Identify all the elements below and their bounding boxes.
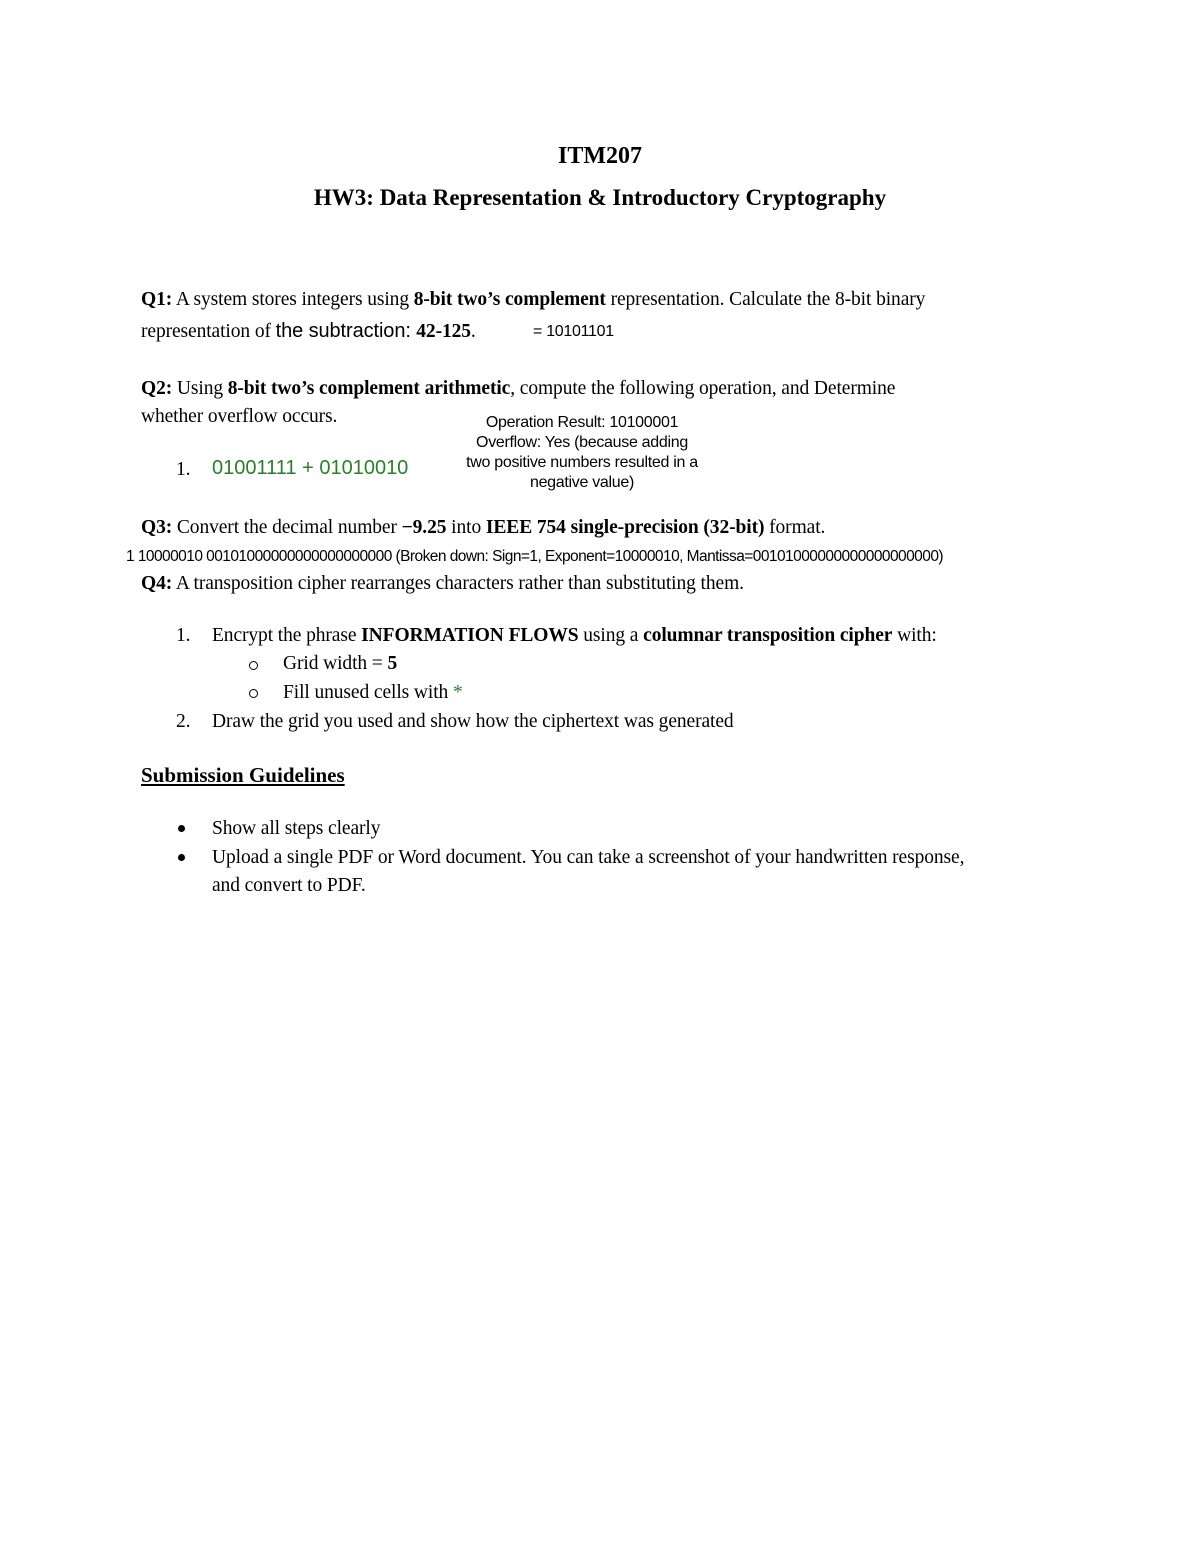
q3-text: Convert the decimal number [172, 517, 402, 538]
q1-text: A system stores integers using [172, 289, 414, 310]
q4-item1-number: 1. [176, 625, 191, 646]
q2-line1 [141, 378, 895, 400]
q1-text-2: representation. Calculate the 8-bit binary [605, 289, 926, 310]
bullet-icon [178, 825, 185, 832]
q4-item2: Draw the grid you used and show how the ciphertext was generated [212, 711, 734, 732]
hollow-bullet-icon [249, 689, 258, 698]
q1-text-3: representation of [141, 321, 276, 342]
q4-sub2-text: Fill unused cells with [283, 682, 453, 703]
submission-heading: Submission Guidelines [141, 763, 345, 787]
submission-item: Show all steps clearly [212, 818, 381, 839]
q2-operation: 01001111 + 01010010 [212, 457, 409, 479]
q4-cipher-name: columnar transposition cipher [643, 625, 893, 646]
q4-line1 [141, 573, 744, 595]
q4-item1-text: Encrypt the phrase [212, 625, 362, 646]
q2-answer-note [446, 413, 718, 493]
q4-sub1-text: Grid width = [283, 653, 388, 674]
q4-label: Q4: [141, 573, 173, 594]
q2-item-number: 1. [176, 459, 191, 480]
q3-number: −9.25 [401, 517, 447, 538]
q4-item1 [212, 625, 937, 647]
q1-line2 [141, 320, 476, 343]
q3-answer: 1 10000010 00101000000000000000000 (Broken down: Sign=1, Exponent=10000010, Mantissa=00101000000000000000000) [126, 548, 944, 565]
q2-bold-term: 8-bit two’s complement arithmetic [227, 378, 511, 399]
q1-label: Q1: [141, 289, 173, 310]
q2-line2: whether overflow occurs. [141, 406, 338, 427]
bullet-icon [178, 854, 185, 861]
q4-sub1 [283, 653, 397, 675]
q4-phrase: INFORMATION FLOWS [361, 625, 579, 646]
q2-answer-line: Operation Result: 10100001 [485, 414, 679, 431]
q4-sub2 [283, 682, 463, 704]
q3-text-2: into [446, 517, 486, 538]
q3-line1 [141, 517, 825, 539]
q1-text-4: the subtraction: [275, 320, 417, 342]
page-title: HW3: Data Representation & Introductory Cryptography [313, 185, 887, 210]
q4-text: A transposition cipher rearranges characters rather than substituting them. [172, 573, 744, 594]
q2-answer-line: negative value) [529, 474, 635, 491]
q1-answer: = 10101101 [533, 323, 614, 340]
q1-bold-term: 8-bit two’s complement [413, 289, 606, 310]
q3-label: Q3: [141, 517, 173, 538]
course-code: ITM207 [558, 143, 642, 169]
q2-text-2: , compute the following operation, and Determine [510, 378, 896, 399]
q3-text-3: format. [764, 517, 826, 538]
q3-format: IEEE 754 single-precision (32-bit) [485, 517, 765, 538]
q2-answer-line: Overflow: Yes (because adding [476, 434, 688, 451]
q2-answer-line: two positive numbers resulted in a [466, 454, 698, 471]
hollow-bullet-icon [249, 661, 258, 670]
q1-period: . [470, 321, 476, 342]
q4-item1-text-2: using a [578, 625, 644, 646]
q4-item2-number: 2. [176, 711, 191, 732]
q4-item1-text-3: with: [892, 625, 937, 646]
q4-fill-char: * [452, 682, 463, 703]
q2-label: Q2: [141, 378, 173, 399]
q1-expression: 42-125 [416, 321, 471, 342]
q4-grid-width: 5 [387, 653, 398, 674]
submission-item: Upload a single PDF or Word document. You can take a screenshot of your handwritten response, [212, 847, 965, 868]
q1-line1 [141, 289, 925, 311]
q2-text: Using [172, 378, 228, 399]
submission-item-continued: and convert to PDF. [212, 875, 366, 896]
